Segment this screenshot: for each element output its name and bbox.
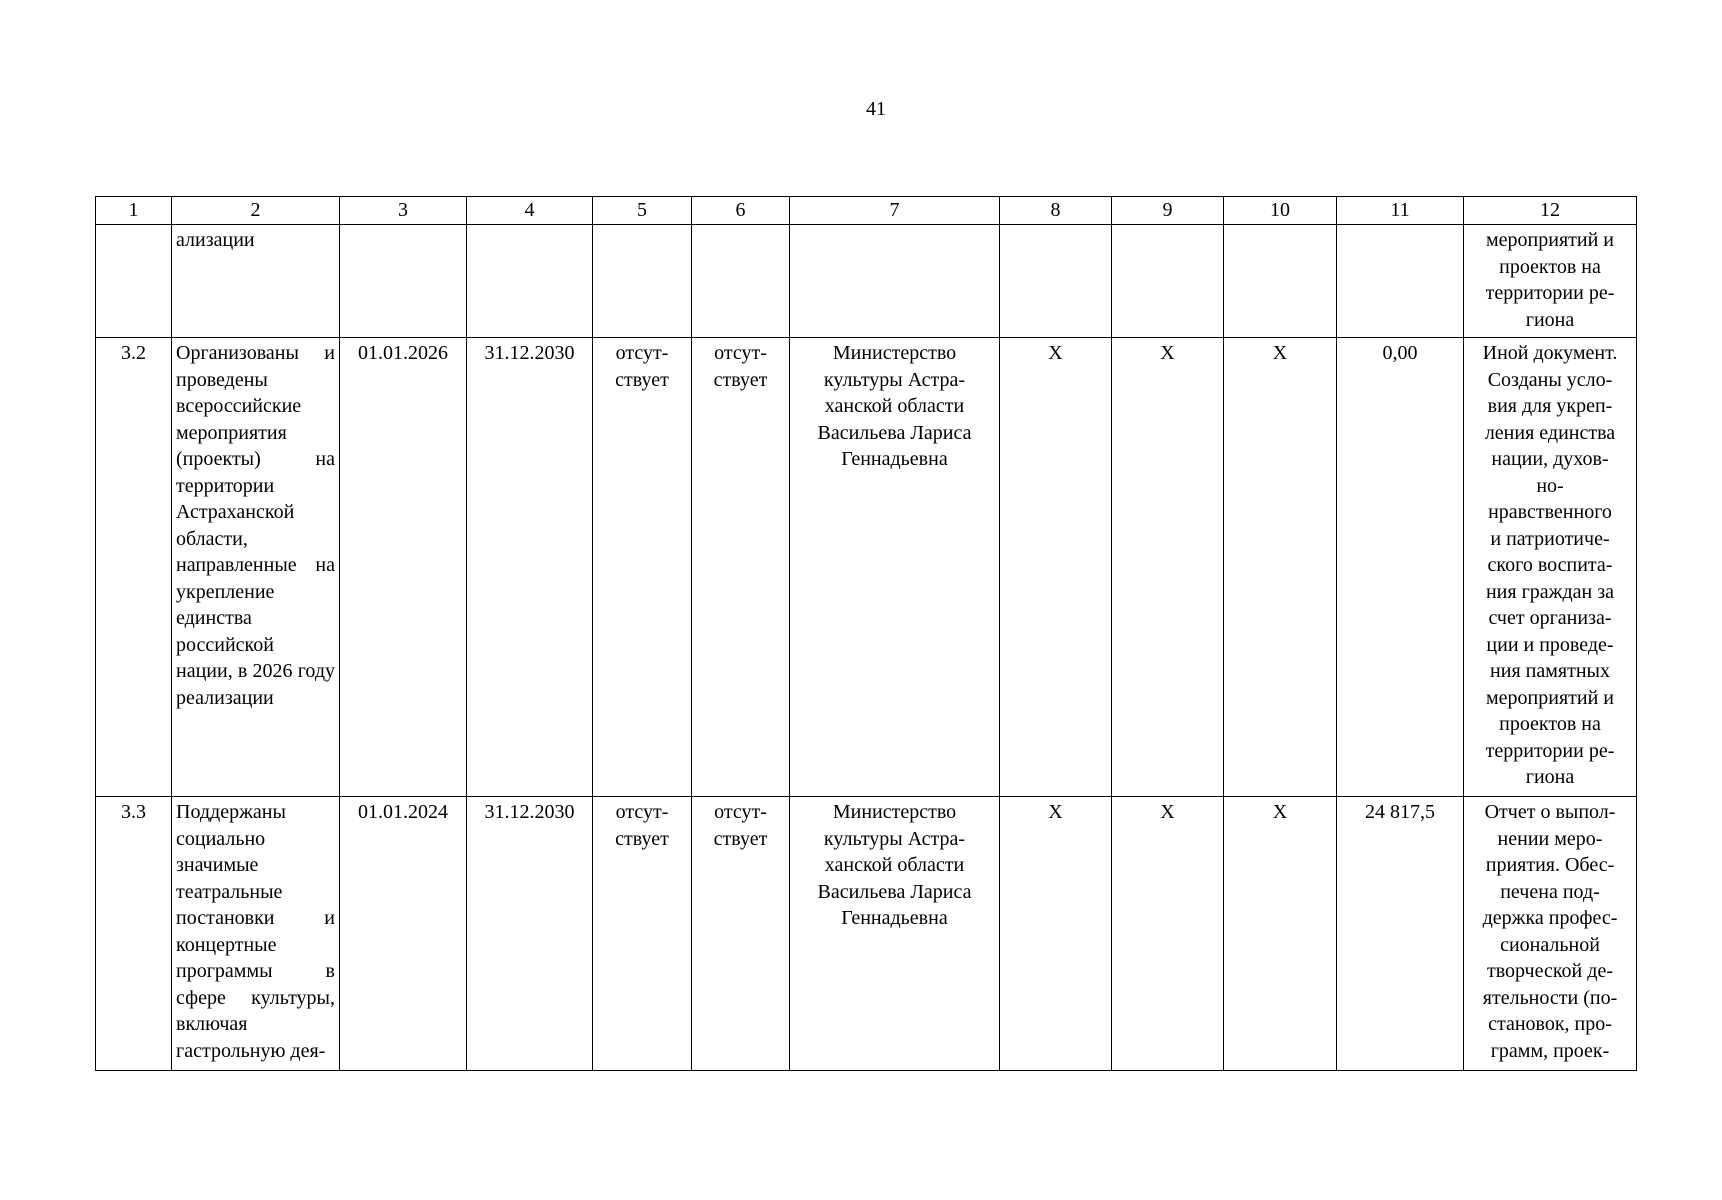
column-header: 6 (692, 197, 790, 225)
end-date-cell: 31.12.2030 (467, 338, 593, 797)
activity-name-cell: ализации (172, 225, 340, 338)
col5-cell: отсут- ствует (593, 338, 692, 797)
col8-cell: X (1000, 797, 1112, 1071)
result-cell: Иной документ. Созданы усло- вия для укреп- ления единства нации, духов- но- нравственного и патриотиче- ского воспита- ния граждан за счет организа- ции и проведе- ния памятных мероприятий и проектов на территории ре- гиона (1464, 338, 1637, 797)
table-row (96, 225, 1637, 338)
col9-cell (1112, 225, 1224, 338)
column-number-row (96, 197, 1637, 225)
table-row (96, 797, 1637, 1071)
amount-cell (1337, 225, 1464, 338)
column-header: 11 (1337, 197, 1464, 225)
col8-cell: X (1000, 338, 1112, 797)
start-date-cell: 01.01.2026 (340, 338, 467, 797)
end-date-cell (467, 225, 593, 338)
col5-cell: отсут- ствует (593, 797, 692, 1071)
col5-cell (593, 225, 692, 338)
table-row (96, 338, 1637, 797)
col8-cell (1000, 225, 1112, 338)
column-header: 4 (467, 197, 593, 225)
col10-cell: X (1224, 797, 1337, 1071)
column-header: 7 (790, 197, 1000, 225)
col6-cell: отсут- ствует (692, 338, 790, 797)
row-number-cell (96, 225, 172, 338)
column-header: 9 (1112, 197, 1224, 225)
row-number-cell: 3.3 (96, 797, 172, 1071)
responsible-cell (790, 225, 1000, 338)
col10-cell: X (1224, 338, 1337, 797)
amount-cell: 24 817,5 (1337, 797, 1464, 1071)
col9-cell: X (1112, 338, 1224, 797)
column-header: 2 (172, 197, 340, 225)
activities-table (95, 196, 1637, 1071)
column-header: 10 (1224, 197, 1337, 225)
column-header: 12 (1464, 197, 1637, 225)
row-number-cell: 3.2 (96, 338, 172, 797)
activity-name-cell: Организованы и проведены всероссийские мероприятия (проекты) на территории Астраханской области, направленные на укрепление единства российской нации, в 2026 году реализации (172, 338, 340, 797)
column-header: 3 (340, 197, 467, 225)
col10-cell (1224, 225, 1337, 338)
amount-cell: 0,00 (1337, 338, 1464, 797)
column-header: 1 (96, 197, 172, 225)
result-cell: мероприятий и проектов на территории ре- гиона (1464, 225, 1637, 338)
start-date-cell (340, 225, 467, 338)
responsible-cell: Министерство культуры Астра- ханской области Васильева Лариса Геннадьевна (790, 797, 1000, 1071)
col6-cell: отсут- ствует (692, 797, 790, 1071)
responsible-cell: Министерство культуры Астра- ханской области Васильева Лариса Геннадьевна (790, 338, 1000, 797)
end-date-cell: 31.12.2030 (467, 797, 593, 1071)
page-number: 41 (866, 98, 886, 120)
col6-cell (692, 225, 790, 338)
activity-name-cell: Поддержаны социально значимые театральные постановки и концертные программы в сфере культуры, включая гастрольную дея- (172, 797, 340, 1071)
column-header: 5 (593, 197, 692, 225)
col9-cell: X (1112, 797, 1224, 1071)
column-header: 8 (1000, 197, 1112, 225)
start-date-cell: 01.01.2024 (340, 797, 467, 1071)
result-cell: Отчет о выпол- нении меро- приятия. Обес- печена под- держка профес- сиональной творческой де- ятельности (по- становок, про- грамм, проек- (1464, 797, 1637, 1071)
